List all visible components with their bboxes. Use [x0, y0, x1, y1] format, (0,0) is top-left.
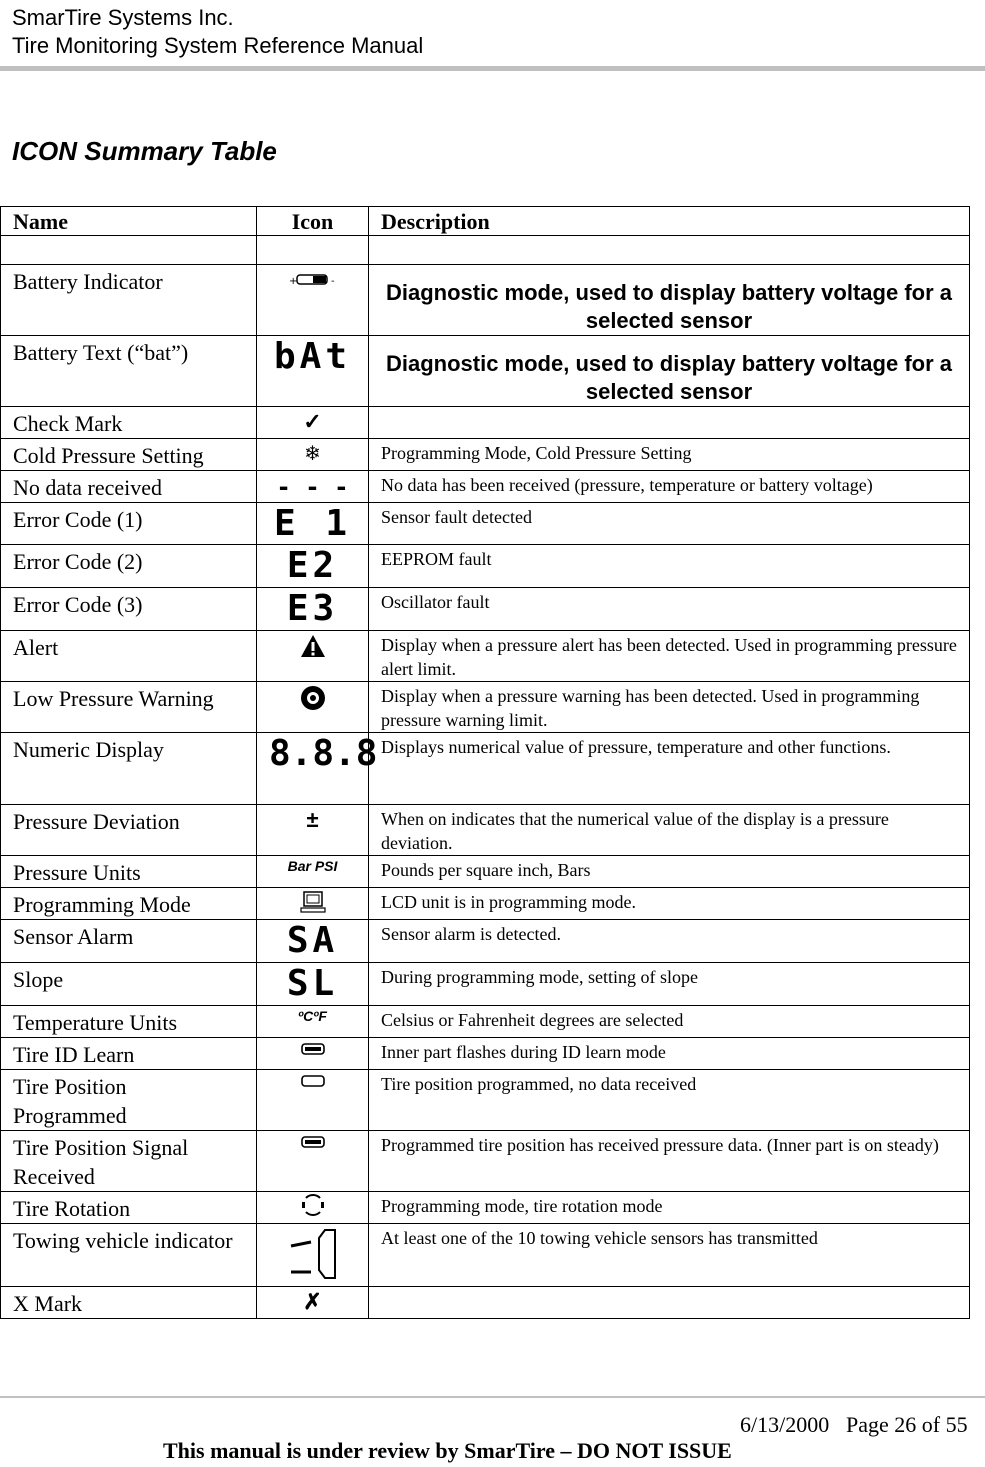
- table-row: [1, 1038, 970, 1070]
- row-description: Programming mode, tire rotation mode: [369, 1192, 970, 1224]
- numeric-display-icon: 8.8.8: [257, 733, 369, 805]
- row-description: Inner part flashes during ID learn mode: [369, 1038, 970, 1070]
- alert-triangle-icon: [257, 631, 369, 682]
- table-row: [1, 1070, 970, 1131]
- bat-segment-icon: bAt: [257, 336, 369, 407]
- row-name: Pressure Deviation: [1, 805, 257, 856]
- table-row: [1, 503, 970, 545]
- battery-icon: [257, 265, 369, 336]
- row-description: Tire position programmed, no data received: [369, 1070, 970, 1131]
- table-row: [1, 236, 970, 265]
- temperature-units-icon: ºCºF: [257, 1006, 369, 1038]
- low-pressure-icon: [257, 682, 369, 733]
- row-name: Sensor Alarm: [1, 920, 257, 963]
- table-row: [1, 545, 970, 588]
- row-name: Alert: [1, 631, 257, 682]
- table-row: [1, 888, 970, 920]
- row-description: [369, 407, 970, 439]
- row-description: Displays numerical value of pressure, temperature and other functions.: [369, 733, 970, 805]
- icon-summary-table: [0, 206, 970, 1319]
- table-row: [1, 1287, 970, 1319]
- table-row: [1, 856, 970, 888]
- row-description: Pounds per square inch, Bars: [369, 856, 970, 888]
- pressure-units-icon: Bar PSI: [257, 856, 369, 888]
- column-header-icon: Icon: [257, 207, 369, 236]
- row-name: Slope: [1, 963, 257, 1006]
- row-description: [369, 1287, 970, 1319]
- error-code-1-icon: E 1: [257, 503, 369, 545]
- row-name: Tire Position Signal Received: [1, 1131, 257, 1192]
- table-row: [1, 265, 970, 336]
- x-mark-icon: ✗: [257, 1287, 369, 1319]
- table-row: [1, 1006, 970, 1038]
- slope-icon: SL: [257, 963, 369, 1006]
- row-description: Celsius or Fahrenheit degrees are selected: [369, 1006, 970, 1038]
- table-row: [1, 805, 970, 856]
- check-mark-icon: ✓: [257, 407, 369, 439]
- table-row: [1, 682, 970, 733]
- table-row: [1, 471, 970, 503]
- row-description: Sensor fault detected: [369, 503, 970, 545]
- row-name: Error Code (3): [1, 588, 257, 631]
- header-divider: [0, 66, 985, 71]
- tire-outline-icon: [257, 1070, 369, 1131]
- towing-icon: [257, 1224, 369, 1287]
- svg-text:+: +: [288, 276, 297, 287]
- no-data-dashes-icon: - - -: [257, 471, 369, 503]
- row-description: Programming Mode, Cold Pressure Setting: [369, 439, 970, 471]
- page-number: Page 26 of 55: [846, 1412, 968, 1437]
- row-name: Tire ID Learn: [1, 1038, 257, 1070]
- row-name: [1, 236, 257, 265]
- page-header: [12, 4, 982, 60]
- table-row: [1, 588, 970, 631]
- row-name: Check Mark: [1, 407, 257, 439]
- row-description: No data has been received (pressure, temperature or battery voltage): [369, 471, 970, 503]
- error-code-2-icon: E2: [257, 545, 369, 588]
- row-description: LCD unit is in programming mode.: [369, 888, 970, 920]
- computer-icon: [257, 888, 369, 920]
- row-name: Numeric Display: [1, 733, 257, 805]
- row-name: Temperature Units: [1, 1006, 257, 1038]
- row-name: Tire Rotation: [1, 1192, 257, 1224]
- row-name: Cold Pressure Setting: [1, 439, 257, 471]
- row-description: At least one of the 10 towing vehicle sensors has transmitted: [369, 1224, 970, 1287]
- tire-filled-icon: [257, 1131, 369, 1192]
- table-row: [1, 733, 970, 805]
- row-name: Towing vehicle indicator: [1, 1224, 257, 1287]
- row-name: Programming Mode: [1, 888, 257, 920]
- table-row: [1, 1192, 970, 1224]
- review-notice: This manual is under review by SmarTire – DO NOT ISSUE: [163, 1438, 732, 1463]
- section-title: ICON Summary Table: [12, 136, 277, 166]
- footer-date: 6/13/2000: [740, 1412, 830, 1437]
- row-name: Error Code (1): [1, 503, 257, 545]
- table-row: [1, 920, 970, 963]
- row-icon: [257, 236, 369, 265]
- tire-filled-icon: [257, 1038, 369, 1070]
- table-row: [1, 439, 970, 471]
- row-name: No data received: [1, 471, 257, 503]
- column-header-name: Name: [1, 207, 257, 236]
- row-description: Sensor alarm is detected.: [369, 920, 970, 963]
- table-row: [1, 1224, 970, 1287]
- footer-divider: [0, 1396, 985, 1398]
- row-description: Display when a pressure alert has been detected. Used in programming pressure alert limit.: [369, 631, 970, 682]
- table-row: [1, 963, 970, 1006]
- row-description: During programming mode, setting of slope: [369, 963, 970, 1006]
- row-description: Display when a pressure warning has been detected. Used in programming pressure warning limit.: [369, 682, 970, 733]
- row-name: Battery Indicator: [1, 265, 257, 336]
- company-name: SmarTire Systems Inc.: [12, 5, 234, 30]
- sensor-alarm-icon: SA: [257, 920, 369, 963]
- row-name: Error Code (2): [1, 545, 257, 588]
- row-description: Diagnostic mode, used to display battery voltage for a selected sensor: [369, 336, 970, 407]
- snowflake-icon: ❄: [257, 439, 369, 471]
- column-header-description: Description: [369, 207, 970, 236]
- row-name: X Mark: [1, 1287, 257, 1319]
- table-row: [1, 407, 970, 439]
- svg-text:-: -: [330, 276, 335, 287]
- row-name: Tire Position Programmed: [1, 1070, 257, 1131]
- error-code-3-icon: E3: [257, 588, 369, 631]
- row-name: Pressure Units: [1, 856, 257, 888]
- row-name: Battery Text (“bat”): [1, 336, 257, 407]
- row-description: [369, 236, 970, 265]
- table-row: [1, 336, 970, 407]
- table-row: [1, 631, 970, 682]
- table-row: [1, 1131, 970, 1192]
- row-description: Programmed tire position has received pressure data. (Inner part is on steady): [369, 1131, 970, 1192]
- row-description: EEPROM fault: [369, 545, 970, 588]
- table-header-row: [1, 207, 970, 236]
- plus-minus-icon: ±: [257, 805, 369, 856]
- manual-title: Tire Monitoring System Reference Manual: [12, 33, 424, 58]
- rotation-icon: [257, 1192, 369, 1224]
- row-description: Diagnostic mode, used to display battery voltage for a selected sensor: [369, 265, 970, 336]
- row-description: When on indicates that the numerical value of the display is a pressure deviation.: [369, 805, 970, 856]
- row-description: Oscillator fault: [369, 588, 970, 631]
- row-name: Low Pressure Warning: [1, 682, 257, 733]
